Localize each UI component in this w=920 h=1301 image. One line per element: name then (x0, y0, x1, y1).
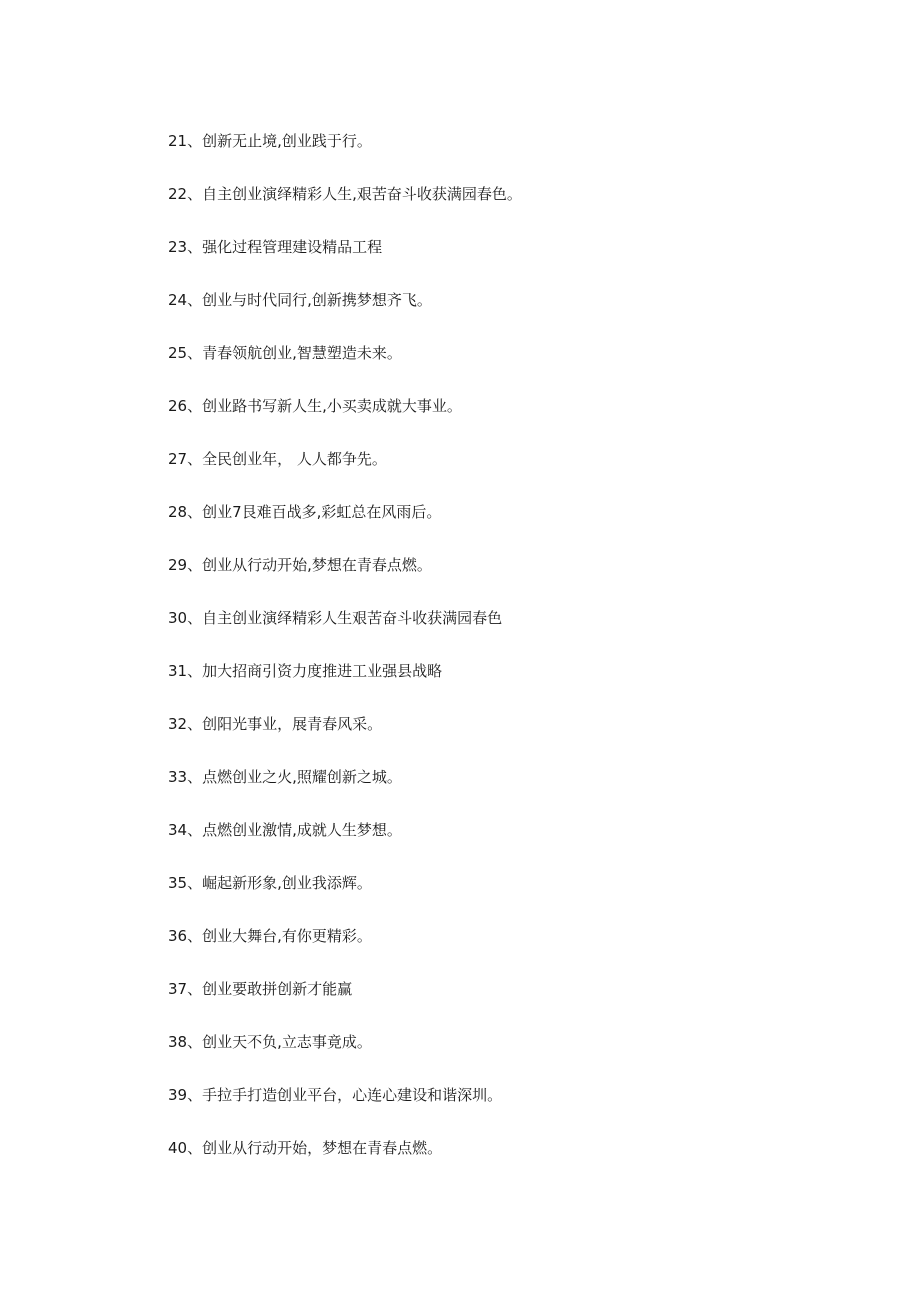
list-item: 25、青春领航创业,智慧塑造未来。 (168, 344, 402, 362)
list-item: 22、自主创业演绎精彩人生,艰苦奋斗收获满园春色。 (168, 185, 522, 203)
list-item: 37、创业要敢拼创新才能赢 (168, 980, 353, 998)
list-item: 34、点燃创业激情,成就人生梦想。 (168, 821, 402, 839)
list-item: 24、创业与时代同行,创新携梦想齐飞。 (168, 291, 432, 309)
list-item: 23、强化过程管理建设精品工程 (168, 238, 383, 256)
list-item: 39、手拉手打造创业平台，心连心建设和谐深圳。 (168, 1086, 503, 1104)
list-item: 31、加大招商引资力度推进工业强县战略 (168, 662, 443, 680)
list-item: 21、创新无止境,创业践于行。 (168, 132, 372, 150)
list-item: 38、创业天不负,立志事竟成。 (168, 1033, 372, 1051)
list-item: 32、创阳光事业，展青春风采。 (168, 715, 383, 733)
slogan-list (168, 128, 868, 1188)
list-item: 35、崛起新形象,创业我添辉。 (168, 874, 372, 892)
list-item: 28、创业7艮难百战多,彩虹总在风雨后。 (168, 503, 442, 521)
list-item: 33、点燃创业之火,照耀创新之城。 (168, 768, 402, 786)
list-item: 29、创业从行动开始,梦想在青春点燃。 (168, 556, 432, 574)
list-item: 40、创业从行动开始，梦想在青春点燃。 (168, 1139, 443, 1157)
list-item: 36、创业大舞台,有你更精彩。 (168, 927, 372, 945)
list-item: 26、创业路书写新人生,小买卖成就大事业。 (168, 397, 462, 415)
list-item: 30、自主创业演绎精彩人生艰苦奋斗收获满园春色 (168, 609, 503, 627)
list-item: 27、全民创业年， 人人都争先。 (168, 450, 387, 468)
